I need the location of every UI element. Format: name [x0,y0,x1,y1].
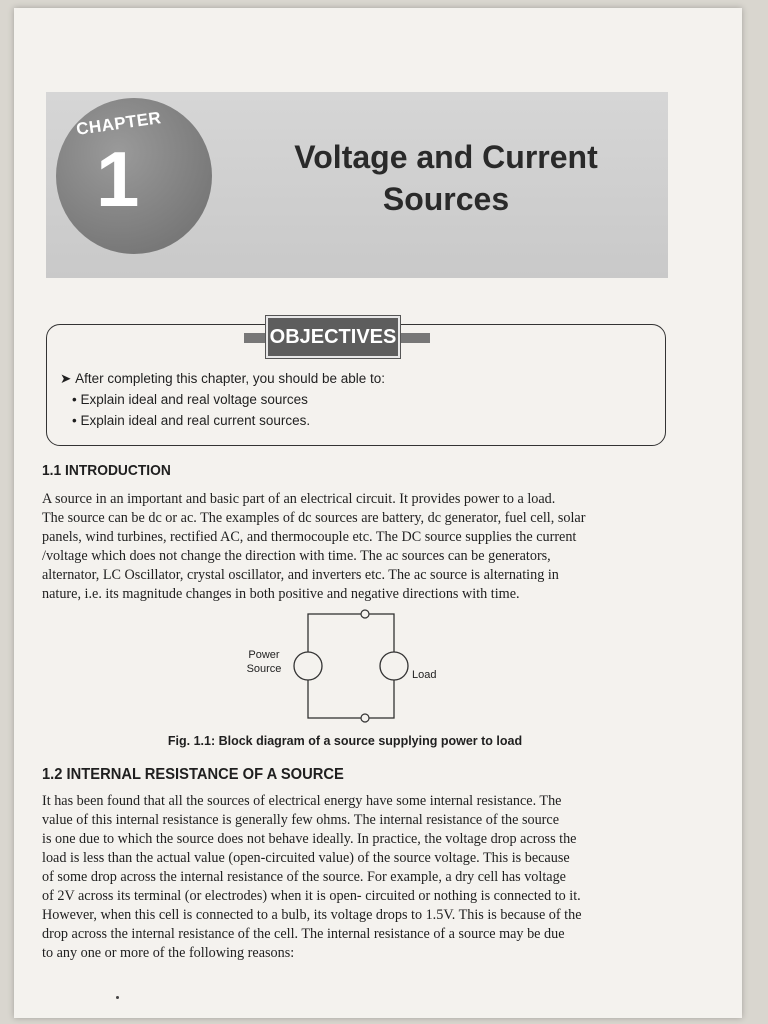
chapter-label: CHAPTER [75,108,163,139]
internal-resistance-paragraph [42,792,668,963]
section-heading-introduction: 1.1 INTRODUCTION [42,462,171,479]
chapter-number: 1 [96,135,140,223]
power-source-symbol [294,652,322,680]
chapter-title-line-1: Voltage and Current [294,139,598,175]
paragraph-line: of 2V across its terminal (or electrodes) when it is open- circuited or nothing is connected to it. [42,888,581,904]
paragraph-line: is one due to which the source does not behave ideally. In practice, the voltage drop across the [42,831,577,847]
objective-item [60,410,385,431]
objective-item [60,389,385,410]
power-source-label-line-1: Power [248,649,280,661]
bullet-icon: • [72,413,81,428]
objectives-text [60,368,385,431]
paragraph-line: However, when this cell is connected to a bulb, its voltage drops to 1.5V. This is because of the [42,907,582,923]
objectives-intro-row [60,368,385,389]
terminal-node-top [361,610,369,618]
objectives-intro: After completing this chapter, you should be able to: [75,371,386,386]
paragraph-line: /voltage which does not change the direction with time. The ac sources can be generators, [42,548,551,564]
objective-item-text: Explain ideal and real voltage sources [80,392,308,407]
introduction-paragraph [42,490,668,604]
load-label: Load [412,669,437,681]
paragraph-line: of some drop across the internal resistance of the source. For example, a dry cell has voltage [42,869,566,885]
paragraph-line: A source in an important and basic part of an electrical circuit. It provides power to a load. [42,491,556,507]
figure-caption: Fig. 1.1: Block diagram of a source supplying power to load [167,734,523,748]
paragraph-line: value of this internal resistance is generally few ohms. The internal resistance of the source [42,812,560,828]
paragraph-line: It has been found that all the sources of electrical energy have some internal resistance. The [42,793,562,809]
section-heading-internal-resistance: 1.2 INTERNAL RESISTANCE OF A SOURCE [42,766,344,783]
chapter-title-line-2: Sources [382,181,510,217]
objective-item-text: Explain ideal and real current sources. [80,413,311,428]
arrow-bullet-icon: ➤ [60,371,76,386]
terminal-node-bottom [361,714,369,722]
power-source-label-line-2: Source [246,663,282,675]
paragraph-line: load is less than the actual value (open-circuited value) of the source voltage. This is because [42,850,570,866]
stray-mark [116,996,119,999]
paragraph-line: The source can be dc or ac. The examples of dc sources are battery, dc generator, fuel cell, solar [42,510,586,526]
paragraph-line: to any one or more of the following reasons: [42,945,295,961]
paragraph-line: alternator, LC Oscillator, crystal oscillator, and inverters etc. The ac source is alternating in [42,567,559,583]
bullet-icon: • [72,392,81,407]
objectives-badge: OBJECTIVES [266,316,400,358]
power-source-label [240,648,288,676]
paragraph-line: nature, i.e. its magnitude changes in both positive and negative directions with time. [42,586,520,602]
paragraph-line: panels, wind turbines, rectified AC, and thermocouple etc. The DC source supplies the current [42,529,577,545]
chapter-title [246,136,646,220]
paragraph-line: drop across the internal resistance of the cell. The internal resistance of a source may be due [42,926,565,942]
load-symbol [380,652,408,680]
